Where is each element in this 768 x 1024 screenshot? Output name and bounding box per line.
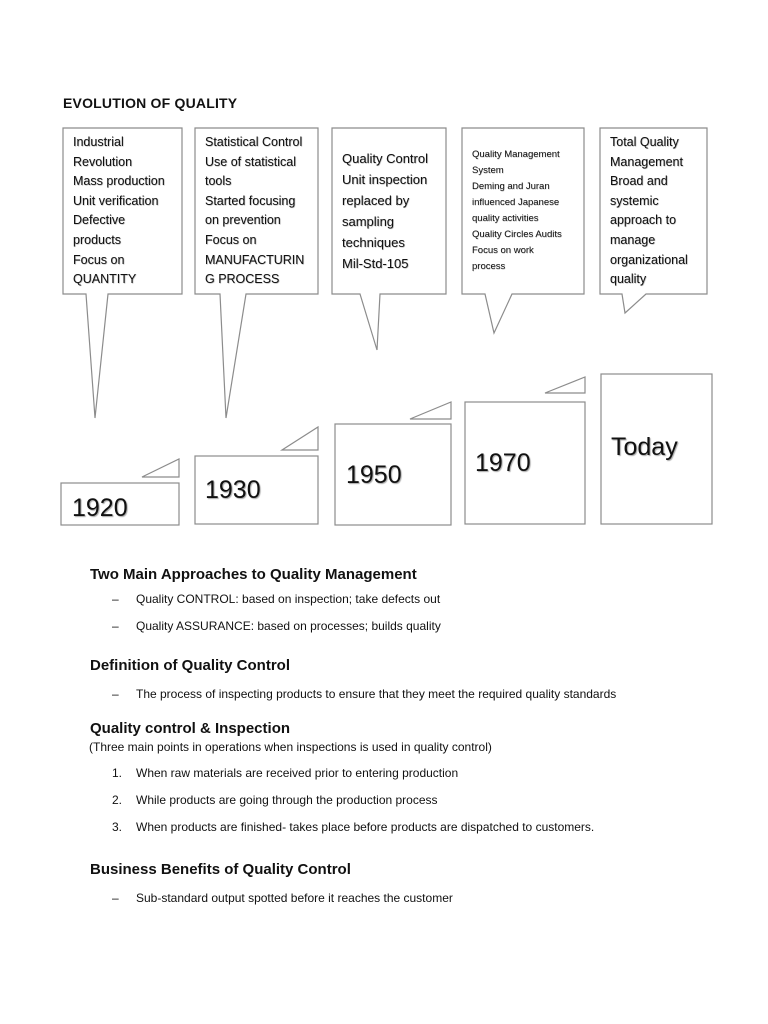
approaches-section — [90, 566, 728, 633]
callout-text-1: Industrial Revolution Mass production Unit verification Defective products Focus on QUANTITY — [73, 135, 165, 287]
year-label-1920: 1920 — [72, 494, 128, 522]
callout-text-4: Quality Management System Deming and Juran influenced Japanese quality activities Quality Circles Audits Focus on work process — [472, 149, 562, 272]
year-label-1970: 1970 — [475, 449, 531, 477]
list-item: 1. When raw materials are received prior to entering production — [112, 766, 459, 780]
list-item: 3. When products are finished- takes place before products are dispatched to customers. — [112, 820, 595, 834]
step-triangle-1 — [142, 459, 179, 477]
year-label-today: Today — [611, 433, 678, 461]
callout-text-2: Statistical Control Use of statistical tools Started focusing on prevention Focus on MANUFACTURIN G PROCESS — [205, 135, 305, 287]
list-item: – Quality ASSURANCE: based on processes; builds quality — [112, 619, 441, 633]
list-item: – Quality CONTROL: based on inspection; take defects out — [112, 592, 441, 606]
year-label-1930: 1930 — [205, 476, 261, 504]
benefits-section — [90, 861, 728, 905]
step-triangle-3 — [410, 402, 451, 419]
list-item: – Sub-standard output spotted before it reaches the customer — [112, 891, 453, 905]
callout-text-3: Quality Control Unit inspection replaced by sampling techniques Mil-Std-105 — [342, 151, 428, 271]
section-heading: Business Benefits of Quality Control — [90, 861, 351, 878]
page-title: EVOLUTION OF QUALITY — [63, 95, 238, 111]
step-triangle-4 — [545, 377, 585, 393]
section-heading: Definition of Quality Control — [90, 657, 290, 674]
section-heading: Quality control & Inspection — [90, 720, 291, 737]
list-item: – The process of inspecting products to ensure that they meet the required quality standards — [112, 687, 617, 701]
step-triangle-2 — [282, 427, 318, 450]
section-note: (Three main points in operations when inspections is used in quality control) — [89, 740, 492, 754]
year-label-1950: 1950 — [346, 461, 402, 489]
definition-section — [90, 657, 728, 701]
inspection-section — [90, 720, 728, 834]
callout-text-5: Total Quality Management Broad and systemic approach to manage organizational quality — [610, 135, 688, 287]
list-item: 2. While products are going through the production process — [112, 793, 438, 807]
section-heading: Two Main Approaches to Quality Management — [90, 566, 417, 583]
